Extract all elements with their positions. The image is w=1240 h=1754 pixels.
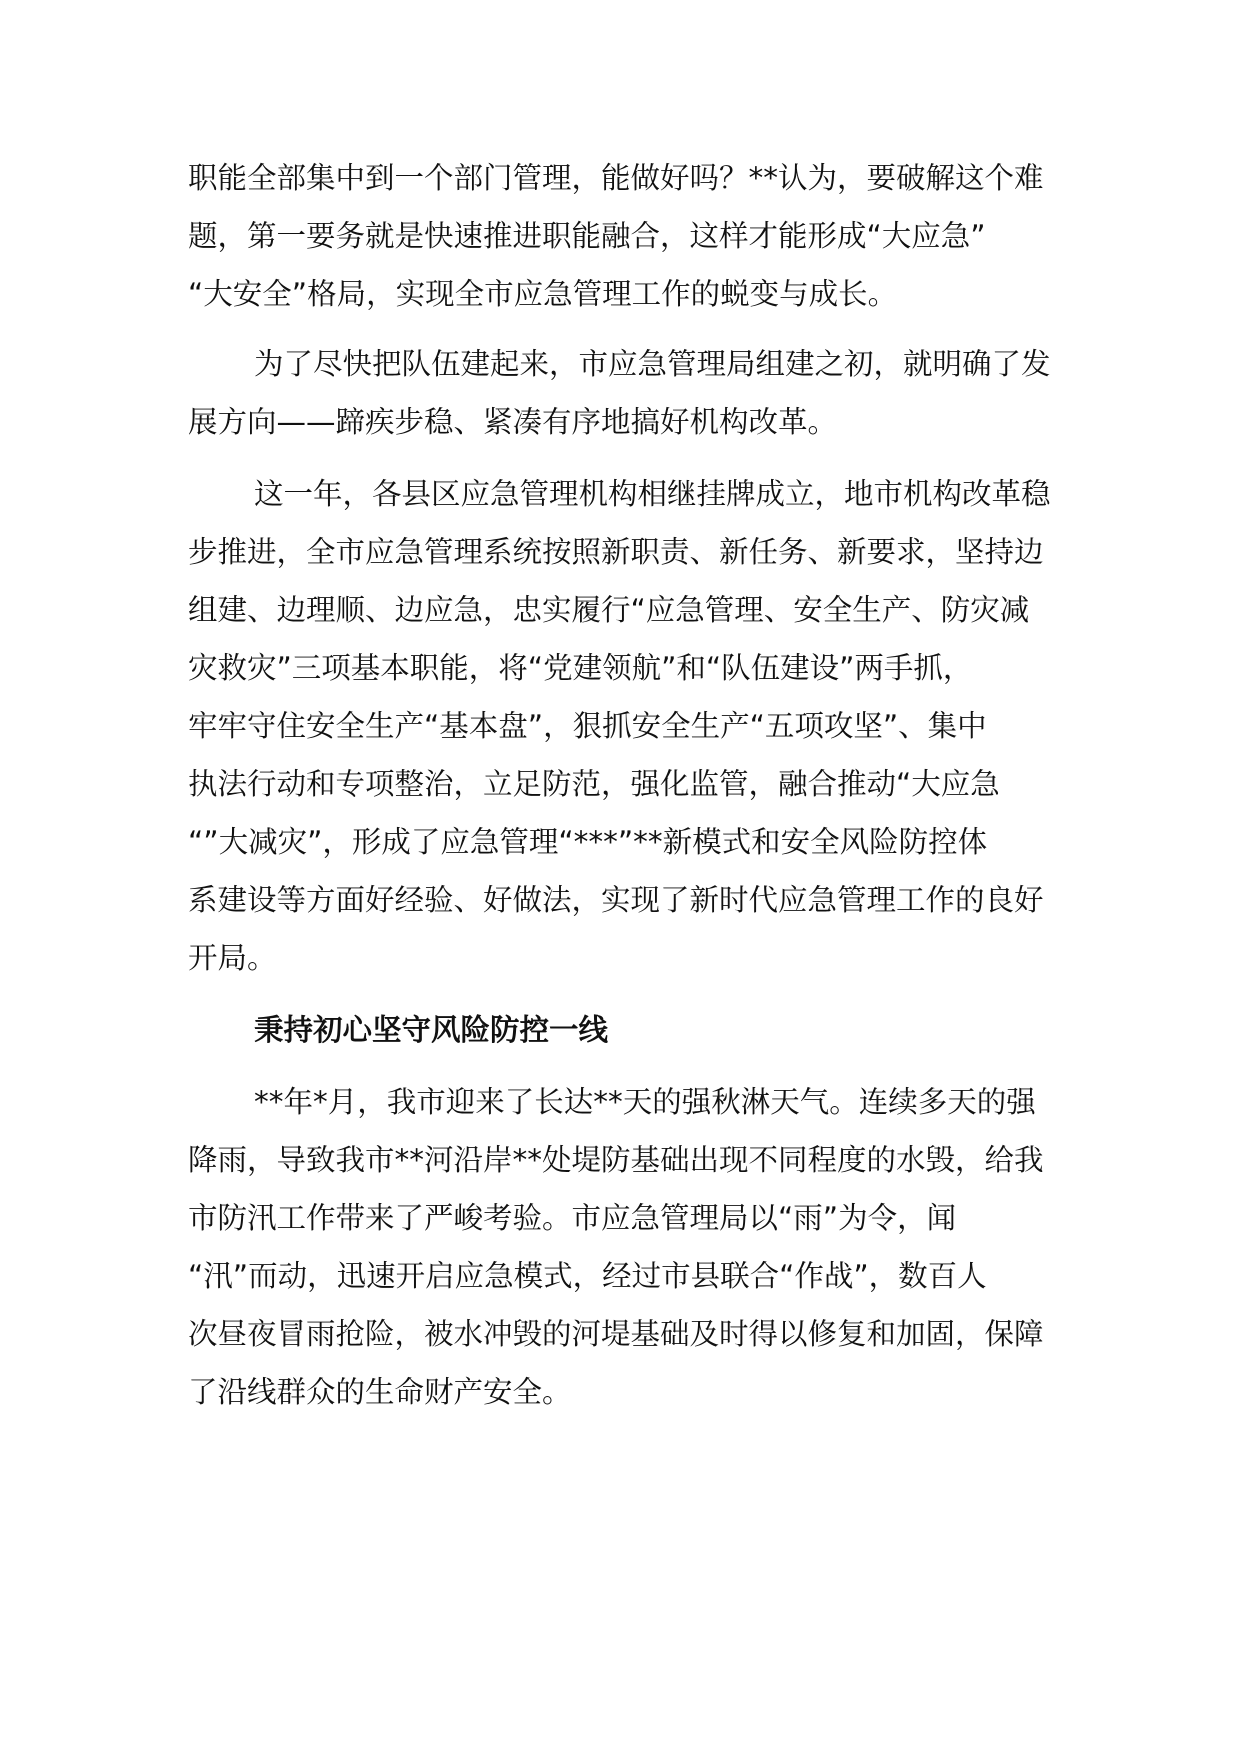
paragraph-line: 市防汛工作带来了严峻考验。市应急管理局以“雨”为令，闻 bbox=[188, 1201, 957, 1235]
paragraph-line: **年*月，我市迎来了长达**天的强秋淋天气。连续多天的强 bbox=[254, 1085, 1036, 1119]
paragraph-line: 步推进，全市应急管理系统按照新职责、新任务、新要求，坚持边 bbox=[188, 535, 1044, 569]
paragraph-line: 执法行动和专项整治，立足防范，强化监管，融合推动“大应急 bbox=[188, 767, 1000, 801]
paragraph-line: 职能全部集中到一个部门管理，能做好吗？**认为，要破解这个难 bbox=[188, 161, 1044, 195]
paragraph-line: 了沿线群众的生命财产安全。 bbox=[188, 1375, 572, 1409]
section-heading: 秉持初心坚守风险防控一线 bbox=[254, 1013, 609, 1047]
paragraph-line: 牢牢守住安全生产“基本盘”，狠抓安全生产“五项攻坚”、集中 bbox=[188, 709, 987, 743]
paragraph-line: 次昼夜冒雨抢险，被水冲毁的河堤基础及时得以修复和加固，保障 bbox=[188, 1317, 1044, 1351]
paragraph-line: 组建、边理顺、边应急，忠实履行“应急管理、安全生产、防灾减 bbox=[188, 593, 1030, 627]
paragraph-line: “汛”而动，迅速开启应急模式，经过市县联合“作战”，数百人 bbox=[188, 1259, 987, 1293]
paragraph-line: 展方向——蹄疾步稳、紧凑有序地搞好机构改革。 bbox=[188, 405, 838, 439]
paragraph-line: “”大减灾”，形成了应急管理“***”**新模式和安全风险防控体 bbox=[188, 825, 988, 859]
paragraph-line: 灾救灾”三项基本职能，将“党建领航”和“队伍建设”两手抓， bbox=[188, 651, 973, 685]
paragraph-line: 降雨，导致我市**河沿岸**处堤防基础出现不同程度的水毁，给我 bbox=[188, 1143, 1044, 1177]
paragraph-line: 这一年，各县区应急管理机构相继挂牌成立，地市机构改革稳 bbox=[254, 477, 1051, 511]
paragraph-line: 开局。 bbox=[188, 941, 277, 975]
paragraph-line: “大安全”格局，实现全市应急管理工作的蜕变与成长。 bbox=[188, 277, 898, 311]
paragraph-line: 题，第一要务就是快速推进职能融合，这样才能形成“大应急” bbox=[188, 219, 986, 253]
paragraph-line: 系建设等方面好经验、好做法，实现了新时代应急管理工作的良好 bbox=[188, 883, 1044, 917]
paragraph-line: 为了尽快把队伍建起来，市应急管理局组建之初，就明确了发 bbox=[254, 347, 1051, 381]
